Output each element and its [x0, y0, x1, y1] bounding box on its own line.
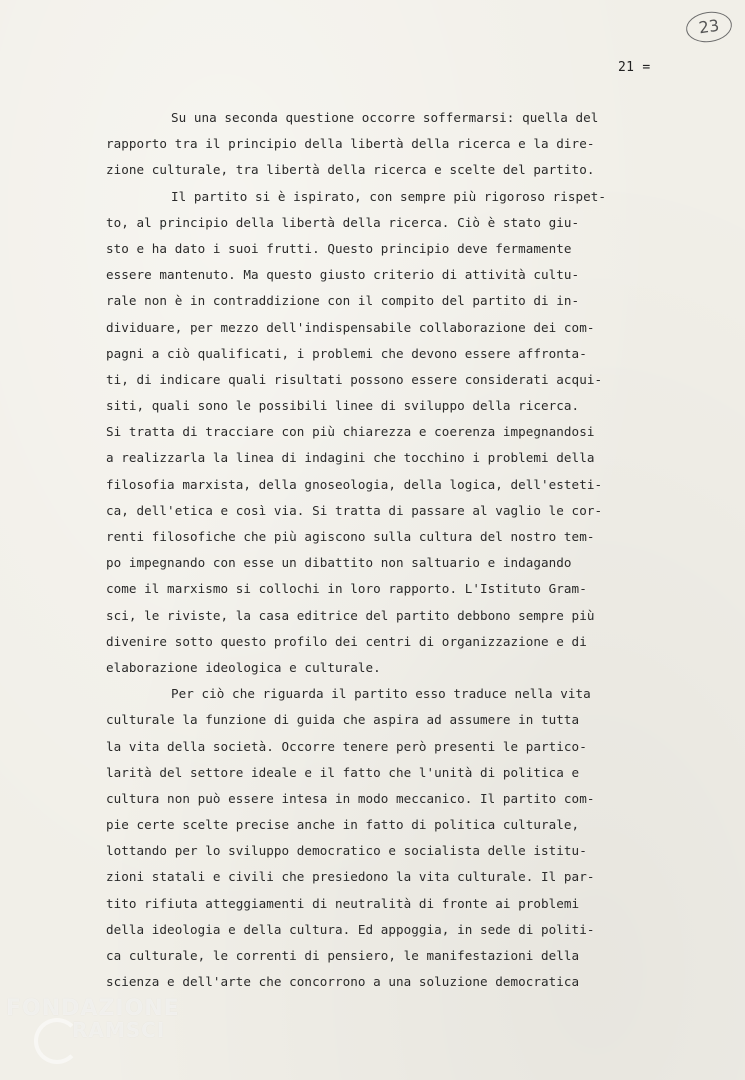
text-line: Per ciò che riguarda il partito esso traduce nella vita [171, 686, 591, 702]
text-line: divenire sotto questo profilo dei centri di organizzazione e di [106, 633, 587, 649]
text-line: sto e ha dato i suoi frutti. Questo principio deve fermamente [106, 240, 572, 256]
page-number: 21 = [618, 60, 651, 75]
typewritten-text-body [106, 105, 696, 995]
text-line: elaborazione ideologica e culturale. [106, 659, 381, 675]
archive-number-stamp: 23 [684, 9, 734, 45]
text-line: filosofia marxista, della gnoseologia, della logica, dell'esteti- [106, 476, 603, 492]
text-line: sci, le riviste, la casa editrice del partito debbono sempre più [106, 607, 595, 623]
text-line: cultura non può essere intesa in modo meccanico. Il partito com- [106, 790, 595, 806]
text-line: ti, di indicare quali risultati possono essere considerati acqui- [106, 371, 603, 387]
watermark-g-logo-icon [34, 1018, 80, 1064]
text-line: zione culturale, tra libertà della ricerca e scelte del partito. [106, 162, 595, 178]
text-line: come il marxismo si collochi in loro rapporto. L'Istituto Gram- [106, 581, 587, 597]
text-line: culturale la funzione di guida che aspira ad assumere in tutta [106, 712, 580, 728]
text-line: ca culturale, le correnti di pensiero, le manifestazioni della [106, 948, 580, 963]
text-line: rale non è in contraddizione con il compito del partito di in- [106, 293, 580, 309]
text-line: zioni statali e civili che presiedono la vita culturale. Il par- [106, 869, 595, 885]
text-line: po impegnando con esse un dibattito non saltuario e indagando [106, 555, 572, 571]
text-line: rapporto tra il principio della libertà della ricerca e la dire- [106, 136, 595, 152]
text-line: renti filosofiche che più agiscono sulla cultura del nostro tem- [106, 529, 595, 544]
text-line: della ideologia e della cultura. Ed appoggia, in sede di politi- [106, 921, 595, 937]
fondazione-gramsci-watermark [6, 996, 206, 1076]
text-line: Si tratta di tracciare con più chiarezza e coerenza impegnandosi [106, 424, 595, 440]
text-line: essere mantenuto. Ma questo giusto criterio di attività cultu- [106, 267, 580, 283]
text-line: pagni a ciò qualificati, i problemi che devono essere affronta- [106, 345, 587, 361]
text-line: dividuare, per mezzo dell'indispensabile collaborazione dei com- [106, 319, 595, 335]
text-line: pie certe scelte precise anche in fatto di politica culturale, [106, 817, 580, 833]
text-line: ca, dell'etica e così via. Si tratta di passare al vaglio le cor- [106, 502, 603, 518]
text-line: larità del settore ideale e il fatto che l'unità di politica e [106, 764, 580, 780]
text-line: scienza e dell'arte che concorrono a una soluzione democratica [106, 974, 580, 990]
watermark-line-1: FONDAZIONE [6, 996, 180, 1021]
text-line: lottando per lo sviluppo democratico e socialista delle istitu- [106, 843, 587, 859]
text-line: to, al principio della libertà della ricerca. Ciò è stato giu- [106, 214, 580, 230]
text-line: Su una seconda questione occorre soffermarsi: quella del [171, 110, 599, 125]
text-line: Il partito si è ispirato, con sempre più rigoroso rispet- [171, 188, 607, 204]
watermark-line-2: RAMSCI [72, 1018, 166, 1042]
text-line: tito rifiuta atteggiamenti di neutralità di fronte ai problemi [106, 895, 580, 911]
text-line: la vita della società. Occorre tenere però presenti le partico- [106, 738, 587, 754]
text-line: siti, quali sono le possibili linee di sviluppo della ricerca. [106, 398, 580, 414]
text-line: a realizzarla la linea di indagini che tocchino i problemi della [106, 450, 595, 466]
